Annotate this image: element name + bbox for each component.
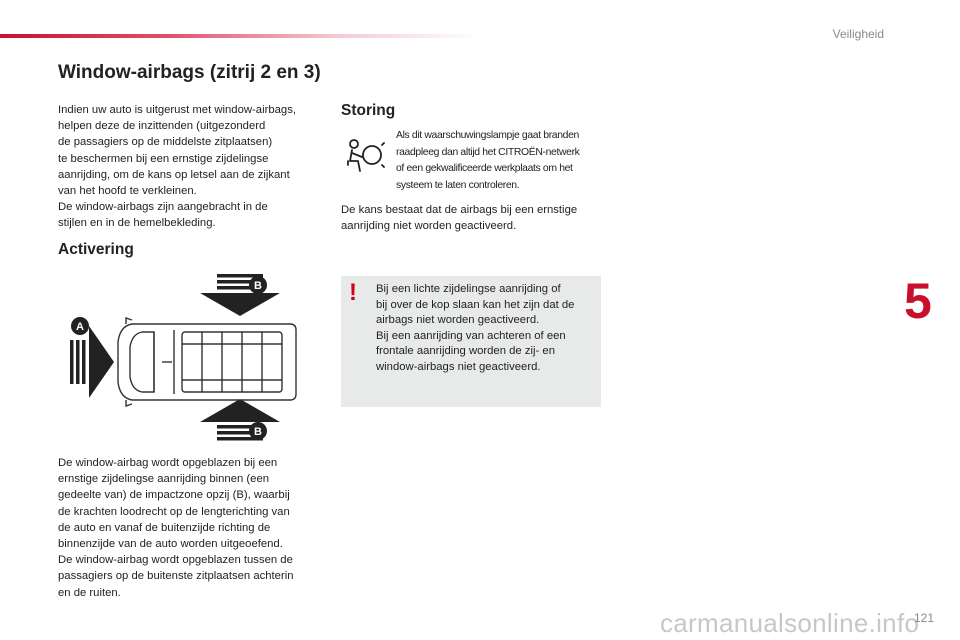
bottom-impact-arrow bbox=[200, 399, 280, 441]
label-b-top-badge bbox=[249, 276, 267, 294]
label-a-badge bbox=[71, 317, 89, 335]
label-b-top: B bbox=[254, 280, 262, 292]
note-text: Bij een lichte zijdelingse aanrijding of bij over de kop slaan kan het zijn dat de airbags niet worden geactiveerd. Bij een aanrijding van achteren of een frontale aanrijding worden de zij- en window-airbags niet geactiveerd. bbox=[376, 283, 575, 373]
activering-heading: Activering bbox=[58, 241, 134, 258]
airbag-warning-lamp-icon bbox=[344, 135, 386, 175]
storing-warning-text: Als dit waarschuwingslampje gaat branden raadpleeg dan altijd het CITROËN-netwerk of een gekwalificeerde werkplaats om het systeem te laten controleren. bbox=[396, 130, 580, 191]
intro-paragraph: Indien uw auto is uitgerust met window-airbags, helpen deze de inzittenden (uitgezonderd de passagiers op de middelste zitplaatsen) te beschermen bij een ernstige zijdelingse aanrijding, om de kans op letsel aan de zijkant van het hoofd te verkleinen. De window-airbags zijn aangebracht in de stijlen en in de hemelbekleding. bbox=[58, 104, 296, 230]
watermark: carmanualsonline.info bbox=[660, 608, 920, 638]
label-a: A bbox=[76, 321, 84, 333]
page-number: 121 bbox=[913, 611, 934, 625]
chapter-number: 5 bbox=[904, 273, 932, 329]
van-outline bbox=[118, 318, 296, 406]
top-impact-arrow bbox=[200, 274, 280, 316]
exclamation-icon: ! bbox=[349, 279, 357, 306]
section-label: Veiligheid bbox=[832, 27, 884, 41]
storing-heading: Storing bbox=[341, 102, 396, 119]
page-title: Window-airbags (zitrij 2 en 3) bbox=[58, 62, 321, 83]
storing-paragraph: De kans bestaat dat de airbags bij een ernstige aanrijding niet worden geactiveerd. bbox=[341, 204, 578, 233]
header-accent-bar bbox=[0, 34, 480, 38]
van-top-view-impact-diagram bbox=[62, 262, 312, 447]
label-b-bottom: B bbox=[254, 426, 262, 438]
activering-paragraph: De window-airbag wordt opgeblazen bij een ernstige zijdelingse aanrijding binnen (een gedeelte van) de impactzone opzij (B), waarbij de krachten loodrecht op de lengterichting van de auto en vanaf de buitenzijde richting de binnenzijde van de auto worden uitgeoefend. De window-airbag wordt opgeblazen tussen de passagiers op de buitenste zitplaatsen achterin en de ruiten. bbox=[58, 457, 294, 599]
front-impact-arrow bbox=[70, 326, 114, 398]
label-b-bottom-badge bbox=[249, 422, 267, 440]
